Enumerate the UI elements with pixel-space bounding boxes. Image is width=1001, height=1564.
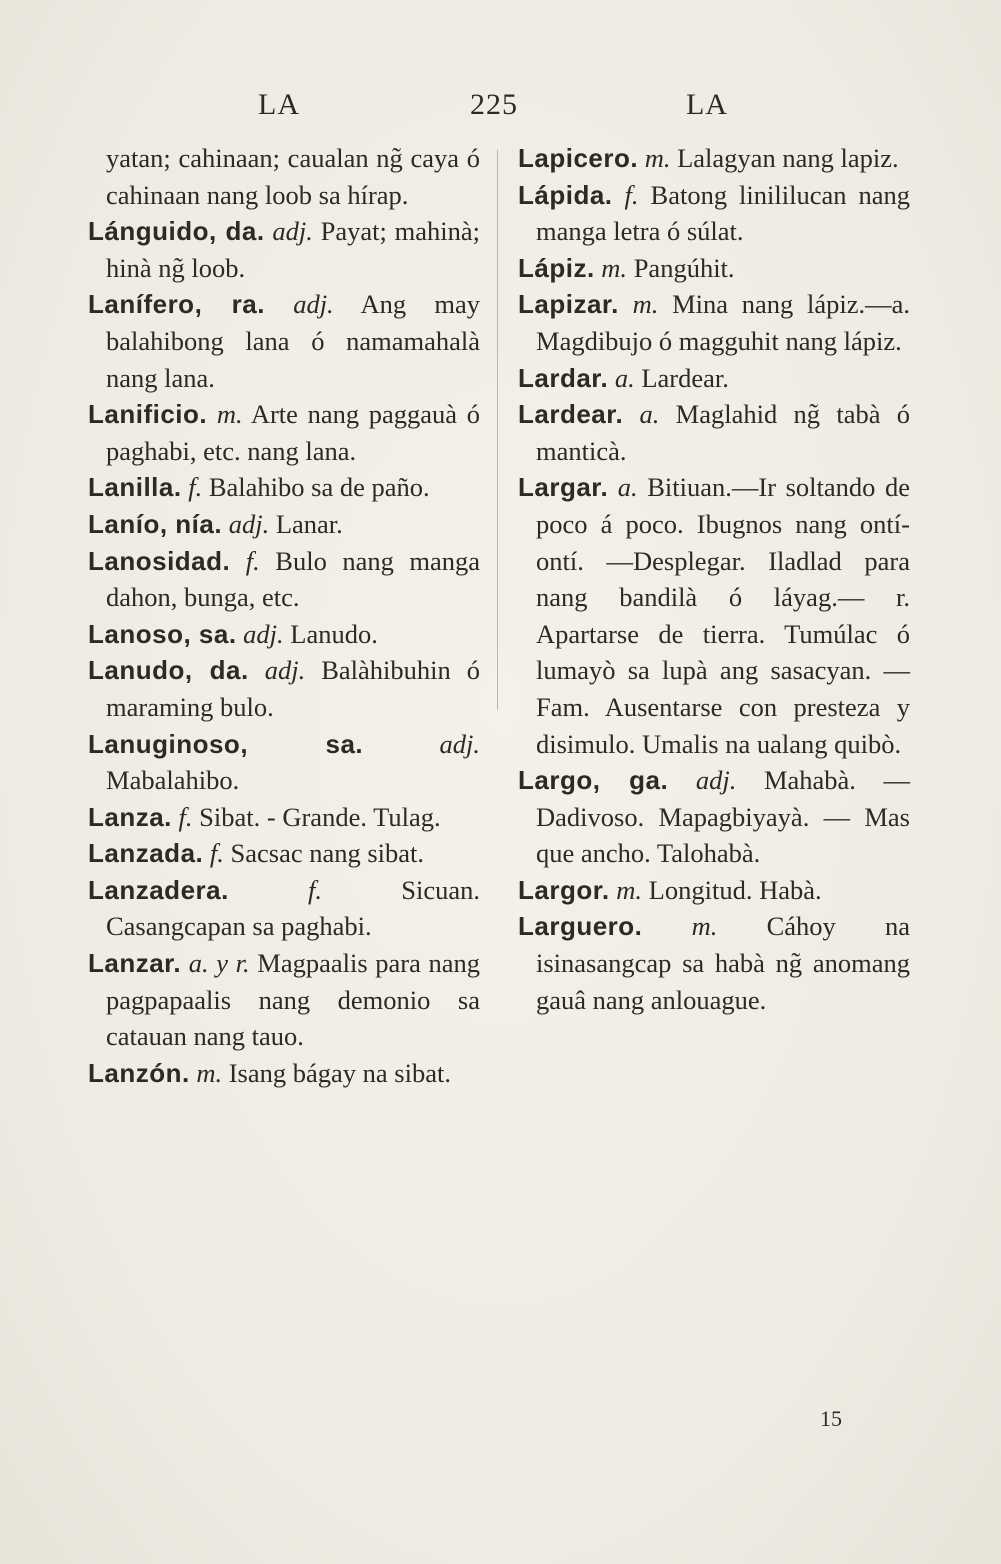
entry-definition: Batong linililucan nang manga letra ó súlat. (536, 179, 911, 247)
dictionary-entry (88, 1055, 480, 1092)
entry-grammar-label: f. (624, 179, 639, 210)
entry-headword: Lardear. (518, 399, 624, 430)
entry-definition: Mabalahibo. (106, 765, 240, 796)
entry-headword: Lanzar. (88, 948, 182, 979)
entry-headword: Larguero. (518, 911, 643, 942)
entry-headword: Largar. (518, 472, 609, 503)
signature-mark: 15 (820, 1406, 842, 1431)
entry-definition: Mahabà. —Dadivoso. Mapagbiyayà. — Mas que ancho. Talohabà. (536, 765, 911, 869)
entry-definition: Balahibo sa de paño. (208, 472, 430, 503)
dictionary-entry (88, 396, 480, 469)
entry-headword: Lápiz. (518, 252, 595, 283)
dictionary-entry (518, 908, 910, 1018)
dictionary-entry (88, 945, 480, 1055)
entry-grammar-label: f. (308, 874, 323, 905)
entry-grammar-label: adj. (272, 216, 313, 247)
entry-grammar-label: f. (188, 472, 203, 503)
entry-headword: Lanzada. (88, 838, 204, 869)
entry-grammar-label: m. (216, 399, 243, 430)
dictionary-entry (518, 762, 910, 872)
entry-definition: Lalagyan nang lapiz. (677, 143, 899, 173)
entry-grammar-label: adj. (228, 508, 270, 539)
entry-grammar-label: m. (616, 874, 643, 905)
entry-grammar-label: a. y r. (188, 948, 250, 979)
dictionary-entry (88, 543, 480, 616)
entry-definition: Sicuan. Casangcapan sa paghabi. (106, 874, 481, 942)
entry-definition: Pangúhit. (633, 252, 735, 283)
entry-grammar-label: m. (691, 911, 718, 942)
entry-grammar-label: adj. (264, 655, 306, 686)
entry-grammar-label: adj. (293, 289, 334, 320)
entry-definition: Longitud. Habà. (648, 874, 822, 905)
entry-grammar-label: adj. (243, 618, 284, 649)
dictionary-entry (88, 506, 480, 543)
dictionary-entry (518, 140, 910, 177)
entry-definition: Sacsac nang sibat. (230, 838, 425, 869)
dictionary-entry (88, 835, 480, 872)
entry-headword: Lánguido, da. (88, 216, 265, 247)
entry-definition: Magpaalis para nang pagpapaalis nang demonio sa catauan nang tauo. (106, 948, 481, 1052)
entry-definition: Payat; mahinà; hinà ng̃ loob. (106, 216, 481, 283)
entry-grammar-label: m. (601, 252, 628, 283)
column-divider (497, 150, 498, 710)
entry-headword: Largo, ga. (518, 765, 669, 796)
entry-grammar-label: f. (209, 838, 224, 869)
entry-definition: Maglahid ng̃ tabà ó manticà. (536, 399, 911, 466)
dictionary-entry (88, 469, 480, 506)
dictionary-entry (88, 286, 480, 396)
entry-grammar-label: adj. (695, 765, 737, 796)
page-number: 225 (470, 88, 518, 121)
running-header (0, 88, 1001, 132)
entry-grammar-label: f. (245, 545, 260, 576)
entry-headword: Lardar. (518, 362, 609, 393)
entry-headword: Lanzadera. (88, 874, 229, 905)
entry-definition: Ang may balahibong lana ó namamahalà nang lana. (106, 289, 480, 393)
entry-definition: Lardear. (641, 362, 729, 393)
entry-headword: Lapizar. (518, 289, 619, 320)
dictionary-entry (518, 469, 910, 762)
entry-definition: Bitiuan.—Ir soltando de poco á poco. Ibugnos nang ontí-ontí. —Desplegar. Iladlad para nang bandilà ó láyag.— r. Apartarse de tierra. Tumúlac ó lumayò sa lupà ang sasacyan. — Fam. Ausentarse con presteza y disimulo. Umalis na ualang quibò. (536, 472, 911, 759)
entry-headword: Lapicero. (518, 143, 639, 173)
dictionary-entry (88, 872, 480, 945)
dictionary-entry (88, 616, 480, 653)
dictionary-entry (88, 140, 480, 213)
entry-definition: Lanudo. (290, 618, 378, 649)
entry-headword: Lápida. (518, 179, 613, 210)
entry-definition: Isang bágay na sibat. (228, 1057, 451, 1088)
entry-grammar-label: a. (639, 399, 660, 430)
left-guide-word: LA (258, 88, 300, 121)
entry-definition: Sibat. - Grande. Tulag. (199, 801, 441, 832)
entry-headword: Lanudo, da. (88, 655, 249, 686)
entry-headword: Lanuginoso, sa. (88, 728, 364, 759)
entry-headword: Lanificio. (88, 399, 208, 430)
dictionary-entry (88, 799, 480, 836)
entry-definition: Bulo nang manga dahon, bunga, etc. (106, 545, 480, 613)
dictionary-entry (88, 652, 480, 725)
entry-definition: Balàhibuhin ó maraming bulo. (106, 655, 480, 722)
dictionary-entry (518, 872, 910, 909)
entry-definition: Lanar. (275, 508, 343, 539)
dictionary-entry (518, 360, 910, 397)
entry-grammar-label: m. (644, 143, 671, 173)
dictionary-entry (88, 726, 480, 799)
entry-headword: Lanzón. (88, 1057, 190, 1088)
entry-grammar-label: a. (614, 362, 635, 393)
entry-grammar-label: m. (632, 289, 659, 320)
entry-headword: Lanoso, sa. (88, 618, 237, 649)
entry-definition: Arte nang paggauà ó paghabi, etc. nang lana. (106, 399, 481, 466)
right-guide-word: LA (686, 88, 728, 121)
entry-definition: Cáhoy na isinasangcap sa habà ng̃ anomang gauâ nang anlouague. (536, 911, 910, 1015)
dictionary-entry (518, 286, 910, 359)
entry-headword: Lanío, nía. (88, 508, 223, 539)
entry-headword: Lanza. (88, 801, 172, 832)
dictionary-entry (518, 250, 910, 287)
entry-headword: Lanosidad. (88, 545, 231, 576)
entry-headword: Lanilla. (88, 472, 182, 503)
entry-definition: Mina nang lápiz.—a. Magdibujo ó magguhit nang lápiz. (536, 289, 910, 356)
left-column (88, 140, 480, 1091)
entry-grammar-label: f. (178, 801, 193, 832)
entry-grammar-label: a. (617, 472, 638, 503)
entry-grammar-label: adj. (439, 728, 480, 759)
dictionary-entry (88, 213, 480, 286)
entry-grammar-label: m. (196, 1057, 223, 1088)
entry-headword: Lanífero, ra. (88, 289, 265, 320)
dictionary-entry (518, 396, 910, 469)
right-column (518, 140, 910, 1018)
entry-headword: Largor. (518, 874, 610, 905)
entry-definition: yatan; cahinaan; caualan ng̃ caya ó cahinaan nang loob sa hírap. (106, 143, 480, 210)
dictionary-entry (518, 177, 910, 250)
